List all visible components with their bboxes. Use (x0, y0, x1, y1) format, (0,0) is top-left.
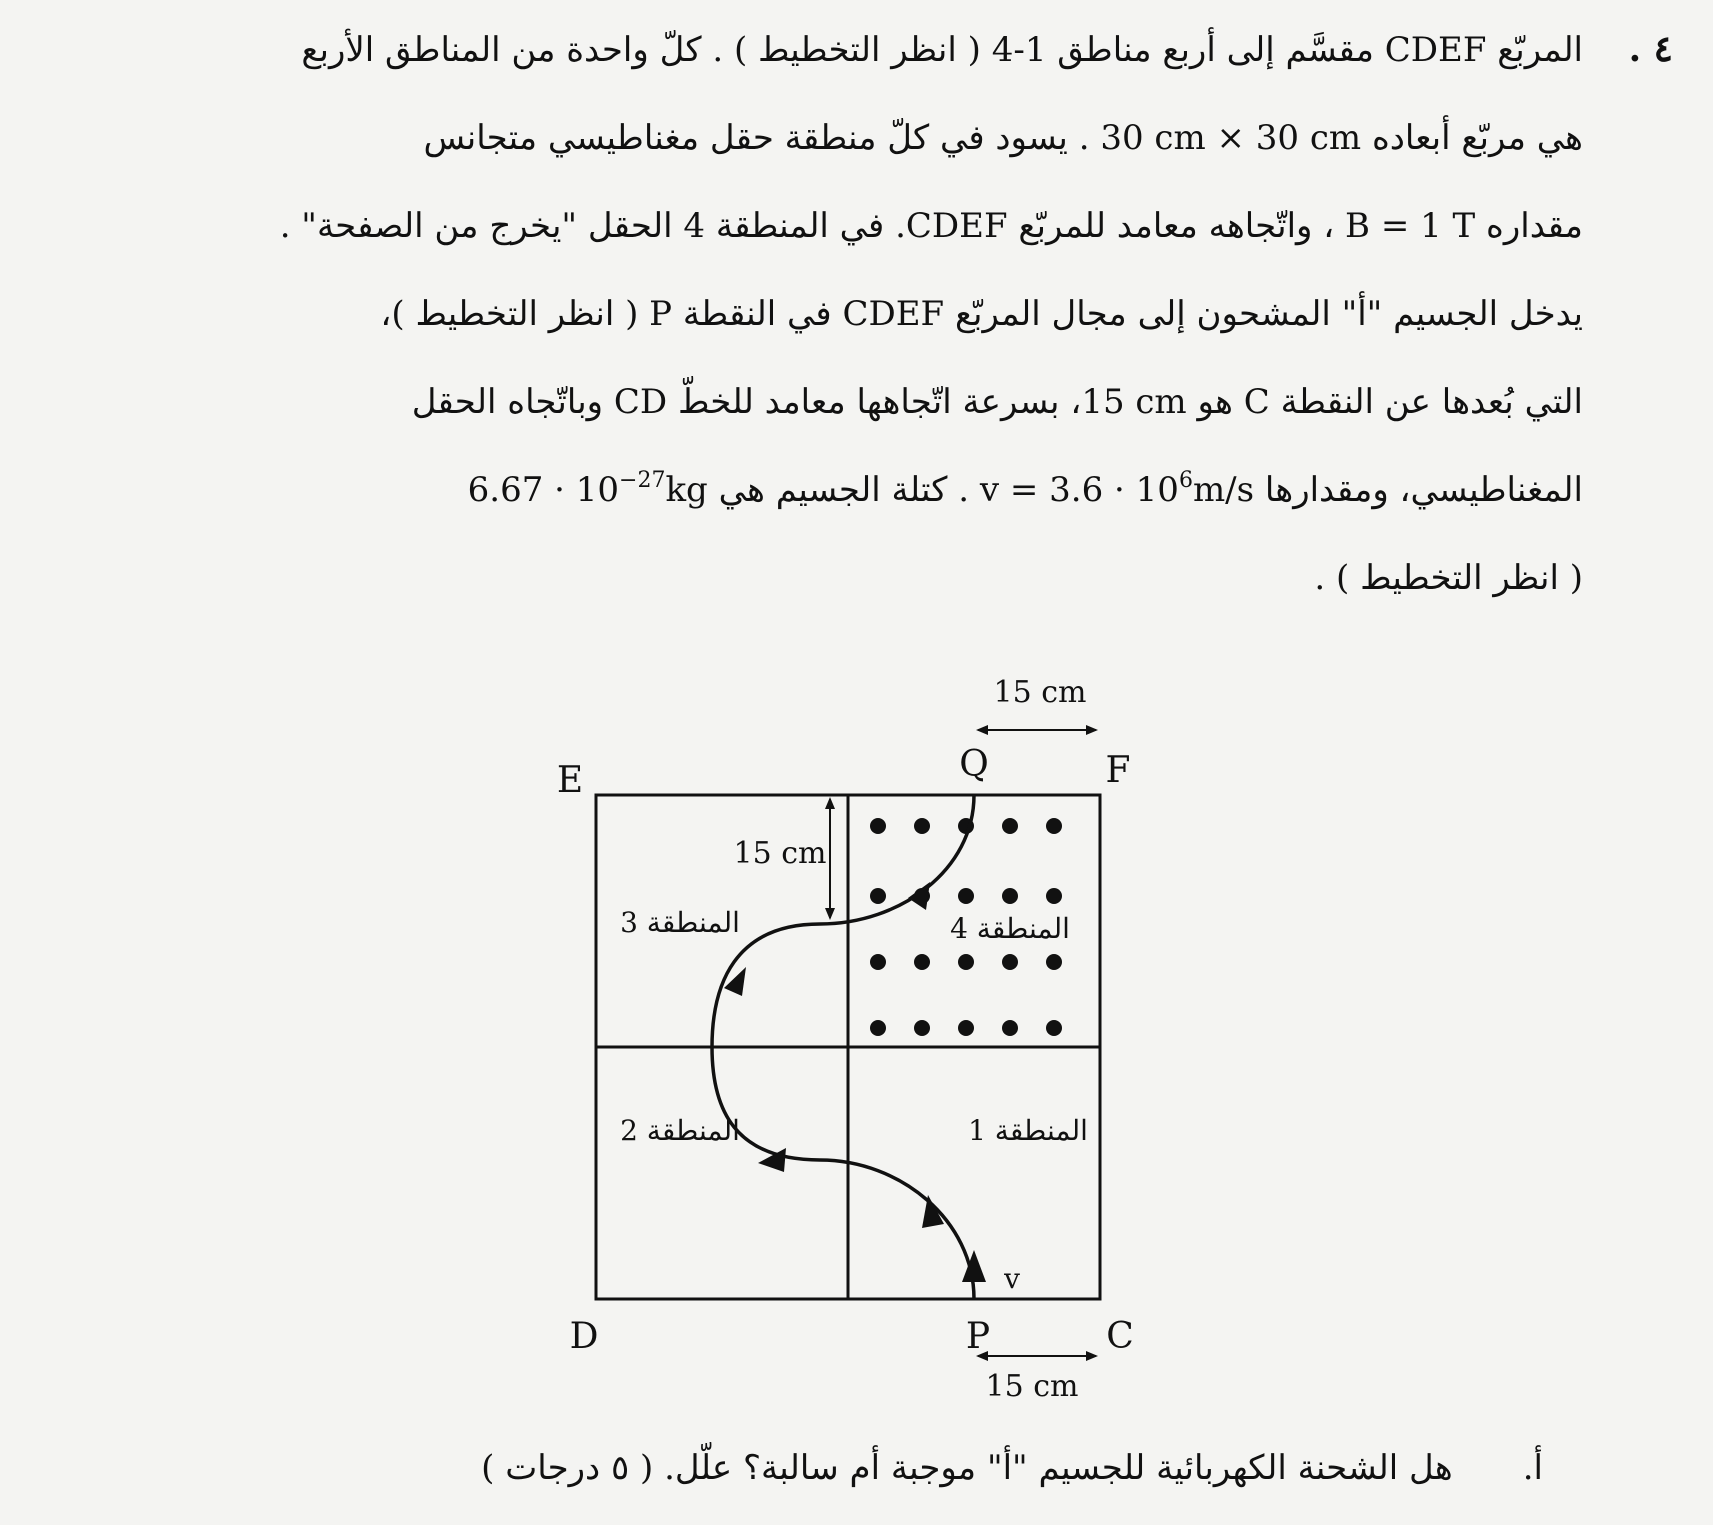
path-arrow-4 (908, 882, 930, 910)
velocity-formula (980, 462, 1254, 518)
question-body (143, 22, 1583, 638)
sub-question-text: هل الشحنة الكهربائية للجسيم "أ" موجبة أم سالبة؟ علّل. ( ٥ درجات ) (481, 1448, 1453, 1488)
mass-unit: kg (665, 470, 708, 510)
line-6-mid: . كتلة الجسيم هي (707, 470, 980, 510)
point-p-label: P (965, 1316, 991, 1357)
velocity-label: v (1004, 1262, 1020, 1295)
question-line-5 (143, 374, 1583, 462)
region-4-label: المنطقة 4 (950, 912, 1070, 945)
velocity-unit: m/s (1192, 470, 1255, 510)
line-4-pre: يدخل الجسيم "أ" المشحون إلى مجال المربّع (944, 294, 1583, 334)
line-3-post: ، واتّجاهه معامد للمربّع CDEF. في المنطقة 4 الحقل "يخرج من الصفحة" . (279, 206, 1346, 246)
question-line-2 (143, 110, 1583, 198)
line-2-pre: هي مربّع أبعاده (1361, 118, 1583, 158)
question-number: ٤ . (1628, 28, 1673, 70)
corner-c-label: C (1106, 1316, 1134, 1357)
line-4-ltr: CDEF (842, 294, 945, 334)
mass-formula (468, 462, 708, 518)
line-5-post: ، بسرعة اتّجاهها معامد للخطّ CD وباتّجاه الحقل (411, 382, 1082, 422)
sub-question-a (481, 1448, 1543, 1488)
line-5-pre: التي بُعدها عن النقطة C هو (1186, 382, 1583, 422)
dim-top-label: 15 cm (993, 675, 1087, 710)
question-line-3 (143, 198, 1583, 286)
corner-e-label: E (556, 760, 584, 801)
dim-left-label: 15 cm (733, 836, 827, 871)
line-1-post: مقسَّم إلى أربع مناطق 1-4 ( انظر التخطيط ) . كلّ واحدة من المناطق الأربع (301, 30, 1385, 70)
line-3-ltr: B = 1 T (1345, 206, 1476, 246)
line-2-ltr: 30 cm × 30 cm (1100, 118, 1362, 158)
line-1-ltr: CDEF (1384, 30, 1487, 70)
line-3-pre: مقداره (1475, 206, 1583, 246)
mass-exponent: −27 (619, 468, 666, 493)
question-line-4 (143, 286, 1583, 374)
sub-question-letter: أ. (1522, 1448, 1543, 1488)
point-q-label: Q (959, 744, 989, 785)
question-line-6 (143, 462, 1583, 550)
velocity-exponent: 6 (1178, 468, 1193, 493)
region-1-label: المنطقة 1 (968, 1114, 1088, 1147)
dim-bottom-label: 15 cm (985, 1369, 1079, 1404)
corner-f-label: F (1105, 750, 1131, 791)
line-2-post: . يسود في كلّ منطقة حقل مغناطيسي متجانس (423, 118, 1101, 158)
velocity-base: v = 3.6 · 10 (979, 470, 1179, 510)
region-diagram (540, 660, 1134, 1404)
line-7-text: ( انظر التخطيط ) . (1314, 558, 1583, 598)
region-3-label: المنطقة 3 (620, 906, 740, 939)
line-6-pre: المغناطيسي، ومقدارها (1254, 470, 1583, 510)
corner-d-label: D (569, 1316, 599, 1357)
line-1-pre: المربّع (1486, 30, 1583, 70)
question-line-1 (143, 22, 1583, 110)
line-5-ltr: 15 cm (1081, 382, 1187, 422)
region-2-label: المنطقة 2 (620, 1114, 740, 1147)
mass-base: 6.67 · 10 (467, 470, 620, 510)
line-4-post: في النقطة P ( انظر التخطيط )، (380, 294, 843, 334)
question-line-7 (143, 550, 1583, 638)
